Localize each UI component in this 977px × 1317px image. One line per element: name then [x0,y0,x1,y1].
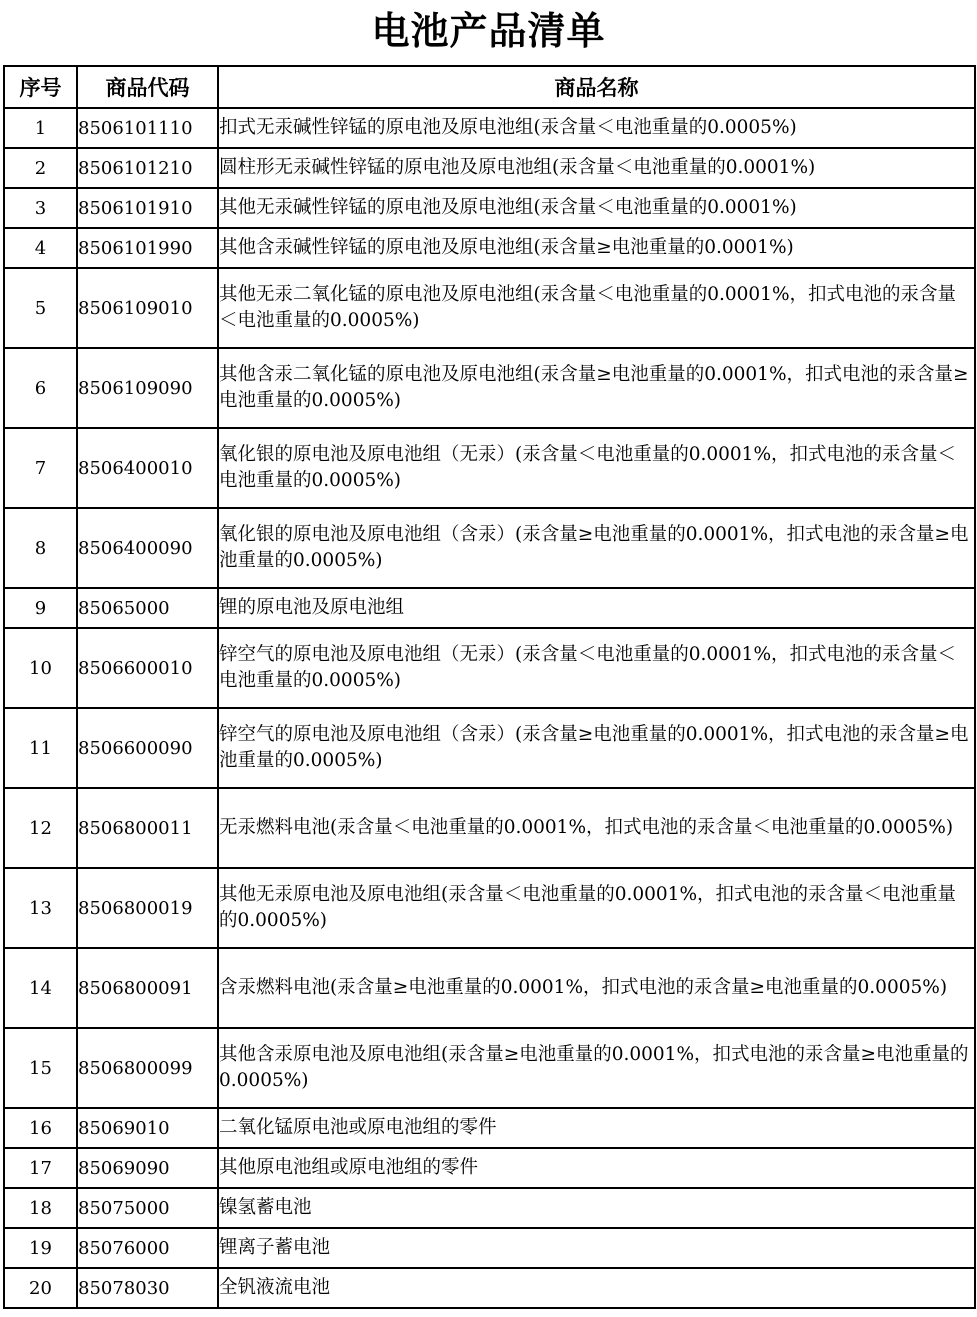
row-product-name: 氧化银的原电池及原电池组（含汞）(汞含量≥电池重量的0.0001%，扣式电池的汞含量≥电池重量的0.0005%) [218,508,975,588]
row-product-code: 8506800011 [77,788,218,868]
row-product-name: 锂的原电池及原电池组 [218,588,975,628]
row-product-code: 85078030 [77,1268,218,1308]
table-row [4,1028,975,1108]
row-product-code: 8506101910 [77,188,218,228]
row-serial-number: 2 [4,148,77,188]
row-product-code: 85069010 [77,1108,218,1148]
table-header-row [4,66,975,108]
row-serial-number: 15 [4,1028,77,1108]
row-product-code: 85076000 [77,1228,218,1268]
row-product-name: 全钒液流电池 [218,1268,975,1308]
table-row [4,228,975,268]
header-product-name: 商品名称 [218,66,975,108]
table-row [4,1228,975,1268]
table-row [4,708,975,788]
row-serial-number: 3 [4,188,77,228]
row-product-name: 其他原电池组或原电池组的零件 [218,1148,975,1188]
row-product-name: 无汞燃料电池(汞含量＜电池重量的0.0001%，扣式电池的汞含量＜电池重量的0.0005%) [218,788,975,868]
row-product-code: 8506109010 [77,268,218,348]
page-title: 电池产品清单 [371,9,606,53]
row-serial-number: 7 [4,428,77,508]
row-serial-number: 9 [4,588,77,628]
row-serial-number: 4 [4,228,77,268]
row-serial-number: 6 [4,348,77,428]
row-product-name: 锌空气的原电池及原电池组（含汞）(汞含量≥电池重量的0.0001%，扣式电池的汞含量≥电池重量的0.0005%) [218,708,975,788]
row-product-code: 8506101990 [77,228,218,268]
table-row [4,1268,975,1308]
table-row [4,1148,975,1188]
row-product-name: 锂离子蓄电池 [218,1228,975,1268]
row-serial-number: 14 [4,948,77,1028]
row-product-code: 8506600010 [77,628,218,708]
row-serial-number: 8 [4,508,77,588]
row-serial-number: 11 [4,708,77,788]
row-product-name: 其他无汞原电池及原电池组(汞含量＜电池重量的0.0001%，扣式电池的汞含量＜电池重量的0.0005%) [218,868,975,948]
table-row [4,1108,975,1148]
table-row [4,188,975,228]
row-product-code: 85065000 [77,588,218,628]
table-row [4,108,975,148]
table-row [4,948,975,1028]
row-product-code: 85075000 [77,1188,218,1228]
row-product-code: 8506800099 [77,1028,218,1108]
row-serial-number: 10 [4,628,77,708]
row-product-code: 8506800019 [77,868,218,948]
row-product-code: 8506109090 [77,348,218,428]
row-product-name: 其他无汞碱性锌锰的原电池及原电池组(汞含量＜电池重量的0.0001%) [218,188,975,228]
table-row [4,348,975,428]
table-row [4,588,975,628]
table-body [4,108,975,1308]
row-product-name: 其他含汞碱性锌锰的原电池及原电池组(汞含量≥电池重量的0.0001%) [218,228,975,268]
battery-product-table [3,65,976,1309]
row-product-code: 8506101210 [77,148,218,188]
row-product-code: 8506800091 [77,948,218,1028]
table-row [4,508,975,588]
row-product-name: 氧化银的原电池及原电池组（无汞）(汞含量＜电池重量的0.0001%，扣式电池的汞含量＜电池重量的0.0005%) [218,428,975,508]
row-serial-number: 18 [4,1188,77,1228]
row-serial-number: 19 [4,1228,77,1268]
header-serial-number: 序号 [4,66,77,108]
table-row [4,148,975,188]
row-product-name: 扣式无汞碱性锌锰的原电池及原电池组(汞含量＜电池重量的0.0005%) [218,108,975,148]
row-product-name: 二氧化锰原电池或原电池组的零件 [218,1108,975,1148]
row-product-name: 锌空气的原电池及原电池组（无汞）(汞含量＜电池重量的0.0001%，扣式电池的汞含量＜电池重量的0.0005%) [218,628,975,708]
table-row [4,268,975,348]
table-row [4,628,975,708]
row-product-code: 8506600090 [77,708,218,788]
row-serial-number: 17 [4,1148,77,1188]
row-product-name: 其他含汞原电池及原电池组(汞含量≥电池重量的0.0001%，扣式电池的汞含量≥电池重量的0.0005%) [218,1028,975,1108]
header-product-code: 商品代码 [77,66,218,108]
row-product-name: 含汞燃料电池(汞含量≥电池重量的0.0001%，扣式电池的汞含量≥电池重量的0.0005%) [218,948,975,1028]
table-row [4,428,975,508]
row-serial-number: 1 [4,108,77,148]
row-product-name: 镍氢蓄电池 [218,1188,975,1228]
row-serial-number: 12 [4,788,77,868]
row-serial-number: 16 [4,1108,77,1148]
row-serial-number: 5 [4,268,77,348]
row-product-code: 8506101110 [77,108,218,148]
row-serial-number: 13 [4,868,77,948]
row-product-name: 其他无汞二氧化锰的原电池及原电池组(汞含量＜电池重量的0.0001%，扣式电池的汞含量＜电池重量的0.0005%) [218,268,975,348]
row-product-name: 其他含汞二氧化锰的原电池及原电池组(汞含量≥电池重量的0.0001%，扣式电池的汞含量≥电池重量的0.0005%) [218,348,975,428]
table-row [4,868,975,948]
row-product-code: 8506400090 [77,508,218,588]
row-serial-number: 20 [4,1268,77,1308]
table-row [4,788,975,868]
table-row [4,1188,975,1228]
row-product-code: 85069090 [77,1148,218,1188]
row-product-code: 8506400010 [77,428,218,508]
row-product-name: 圆柱形无汞碱性锌锰的原电池及原电池组(汞含量＜电池重量的0.0001%) [218,148,975,188]
